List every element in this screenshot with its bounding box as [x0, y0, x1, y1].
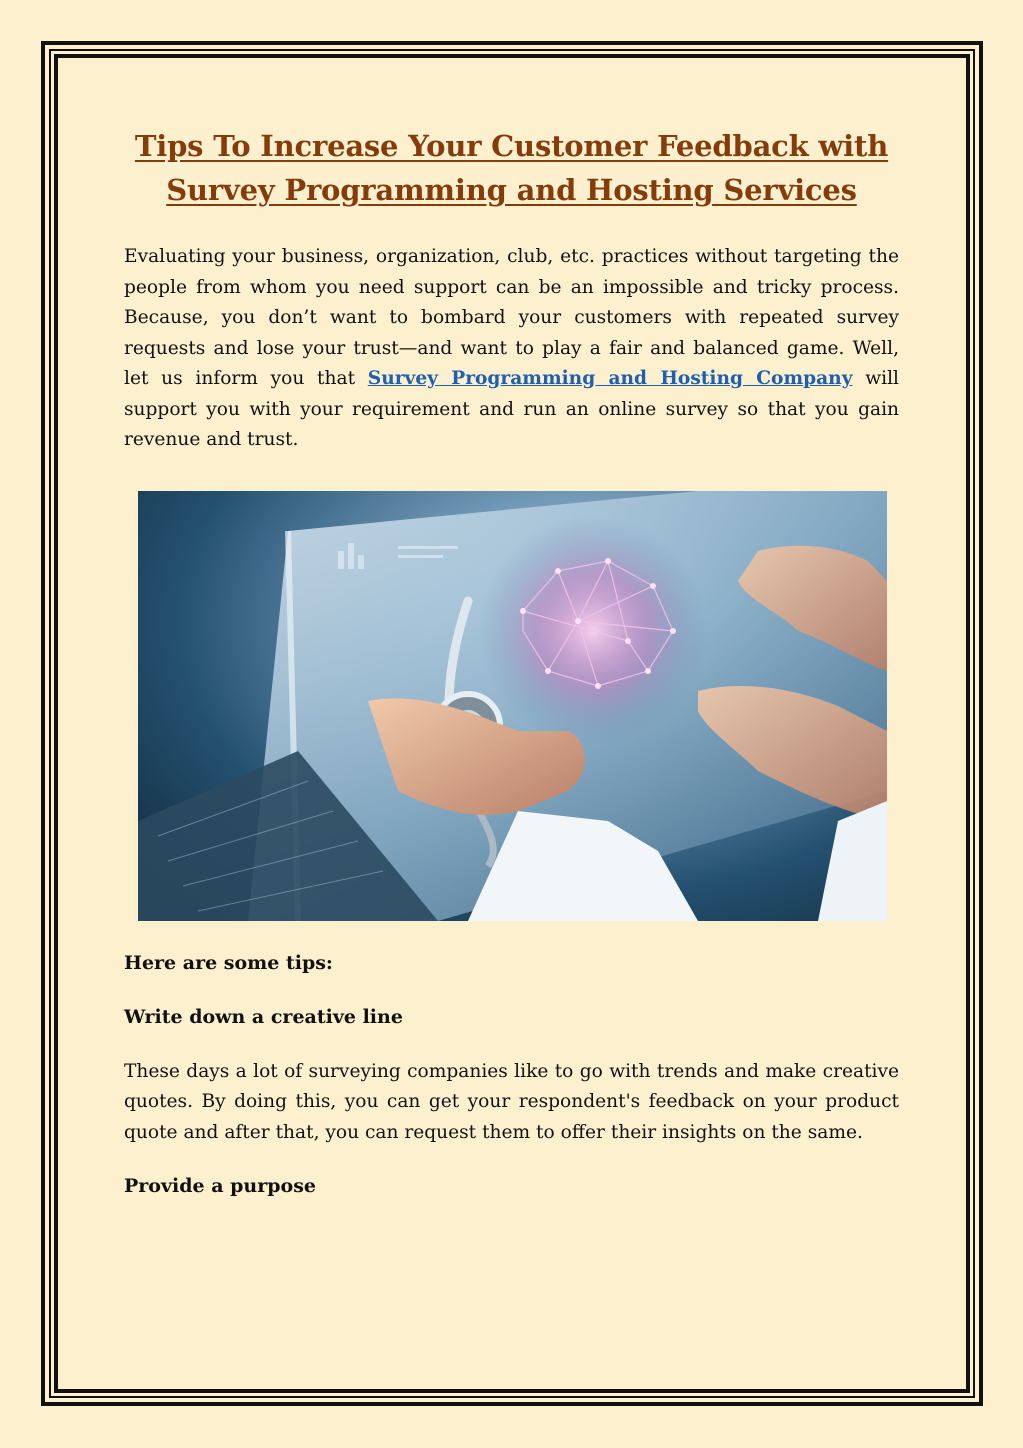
- tip2-heading: Provide a purpose: [124, 1175, 316, 1197]
- article: [124, 124, 899, 1200]
- article-title: Tips To Increase Your Customer Feedback with Survey Programming and Hosting Services: [134, 129, 889, 207]
- tip1-heading: Write down a creative line: [124, 1005, 403, 1028]
- intro-text-start: Evaluating your business, organization, club, etc. practices without targeting the people from whom you need support can be an impossible and tricky process. Because, you don’t want to bombard your customers with repeated survey requests and lose your trust—and want to play a fair and balanced game. Well, let us inform you that: [124, 246, 899, 389]
- tip1-body: These days a lot of surveying companies like to go with trends and make creative quotes. By doing this, you can get your respondent's feedback on your product quote and after that, you can request them to offer their insights on the same.: [124, 1060, 899, 1143]
- hero-image: [138, 491, 887, 921]
- survey-company-link[interactable]: Survey Programming and Hosting Company: [367, 368, 853, 389]
- tips-heading: Here are some tips:: [124, 951, 333, 974]
- intro-paragraph: [124, 242, 899, 456]
- doctor-laptop-brain-icon: [138, 491, 887, 921]
- intro-text-end: will support you with your requirement and run an online survey so that you gain revenue and trust.: [124, 368, 899, 450]
